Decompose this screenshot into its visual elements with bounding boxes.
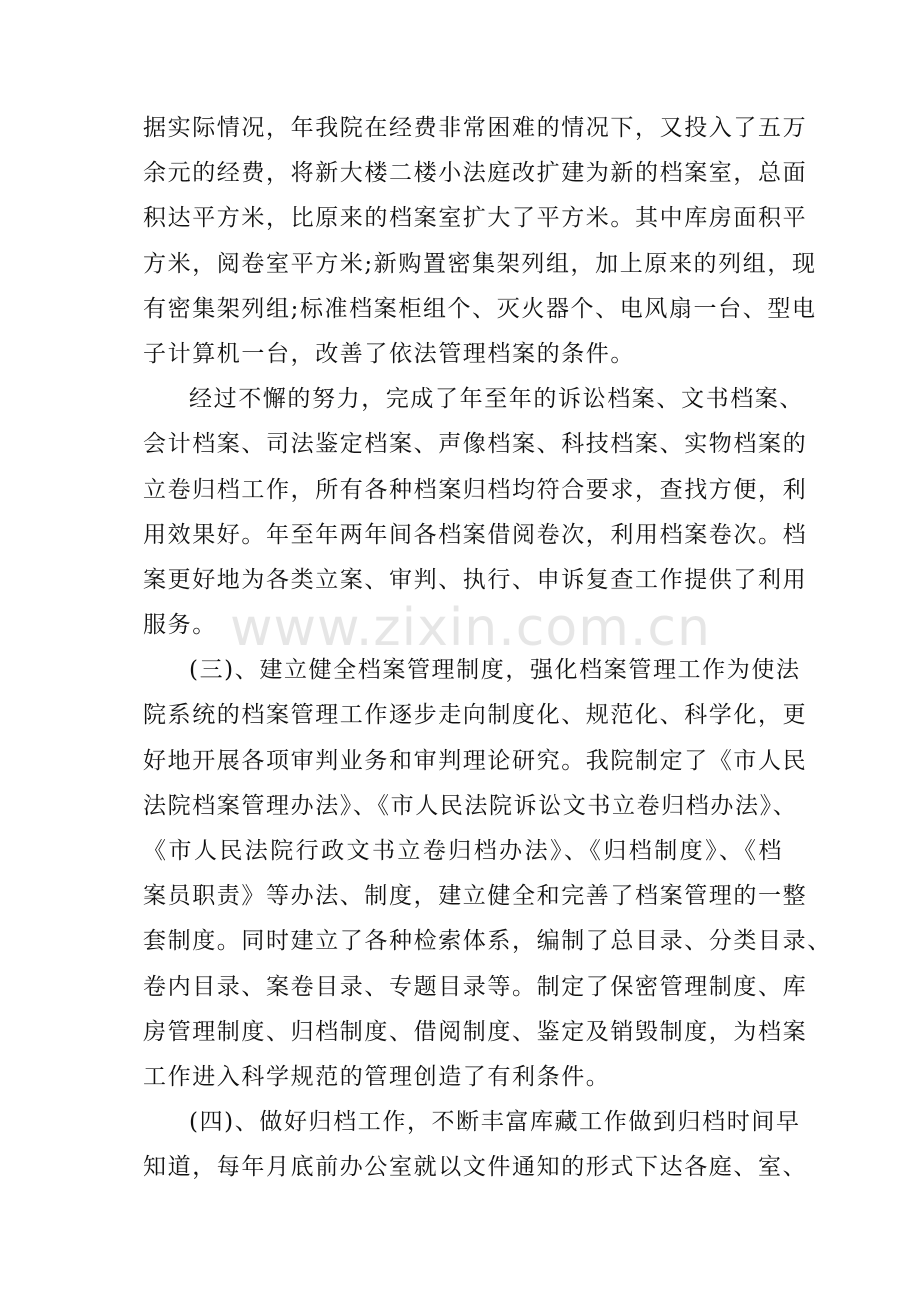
- text-line: 会计档案、司法鉴定档案、声像档案、科技档案、实物档案的: [143, 431, 808, 458]
- text-line: 余元的经费，将新大楼二楼小法庭改扩建为新的档案室，总面: [143, 160, 808, 187]
- text-line: 立卷归档工作，所有各种档案归档均符合要求，查找方便，利: [143, 476, 808, 503]
- text-line: 据实际情况，年我院在经费非常困难的情况下，又投入了五万: [143, 115, 808, 141]
- text-line: 套制度。同时建立了各种检索体系，编制了总目录、分类目录、: [143, 928, 832, 955]
- text-line: 服务。: [143, 612, 217, 639]
- paragraph-first-line: (三)、建立健全档案管理制度，强化档案管理工作为使法: [189, 657, 801, 684]
- paragraph-first-line: (四)、做好归档工作，不断丰富库藏工作做到归档时间早: [189, 1109, 801, 1136]
- text-line: 法院档案管理办法》、《市人民法院诉讼文书立卷归档办法》、: [143, 792, 798, 819]
- text-line: 子计算机一台，改善了依法管理档案的条件。: [143, 340, 635, 367]
- text-line: 案员职责》等办法、制度，建立健全和完善了档案管理的一整: [143, 883, 808, 910]
- text-line: 《市人民法院行政文书立卷归档办法》、《归档制度》、《档: [143, 838, 783, 864]
- body-text: [143, 106, 832, 1191]
- watermark: www.zixin.com.cn: [230, 598, 711, 658]
- text-line: 卷内目录、案卷目录、专题目录等。制定了保密管理制度、库: [143, 973, 808, 1000]
- text-line: 好地开展各项审判业务和审判理论研究。我院制定了《市人民: [143, 747, 808, 774]
- text-line: 有密集架列组;标准档案柜组个、灭火器个、电风扇一台、型电: [143, 295, 817, 322]
- text-line: 知道，每年月底前办公室就以文件通知的形式下达各庭、室、: [143, 1154, 808, 1181]
- text-line: 案更好地为各类立案、审判、执行、申诉复查工作提供了利用: [143, 566, 808, 593]
- text-line: 房管理制度、归档制度、借阅制度、鉴定及销毁制度，为档案: [143, 1018, 808, 1045]
- text-line: 工作进入科学规范的管理创造了有利条件。: [143, 1063, 611, 1090]
- text-line: 方米，阅卷室平方米;新购置密集架列组，加上原来的列组，现: [143, 250, 817, 277]
- text-line: 用效果好。年至年两年间各档案借阅卷次，利用档案卷次。档: [143, 521, 808, 548]
- paragraph-first-line: 经过不懈的努力，完成了年至年的诉讼档案、文书档案、: [189, 386, 804, 413]
- text-line: 积达平方米，比原来的档案室扩大了平方米。其中库房面积平: [143, 205, 808, 232]
- text-line: 院系统的档案管理工作逐步走向制度化、规范化、科学化，更: [143, 702, 808, 729]
